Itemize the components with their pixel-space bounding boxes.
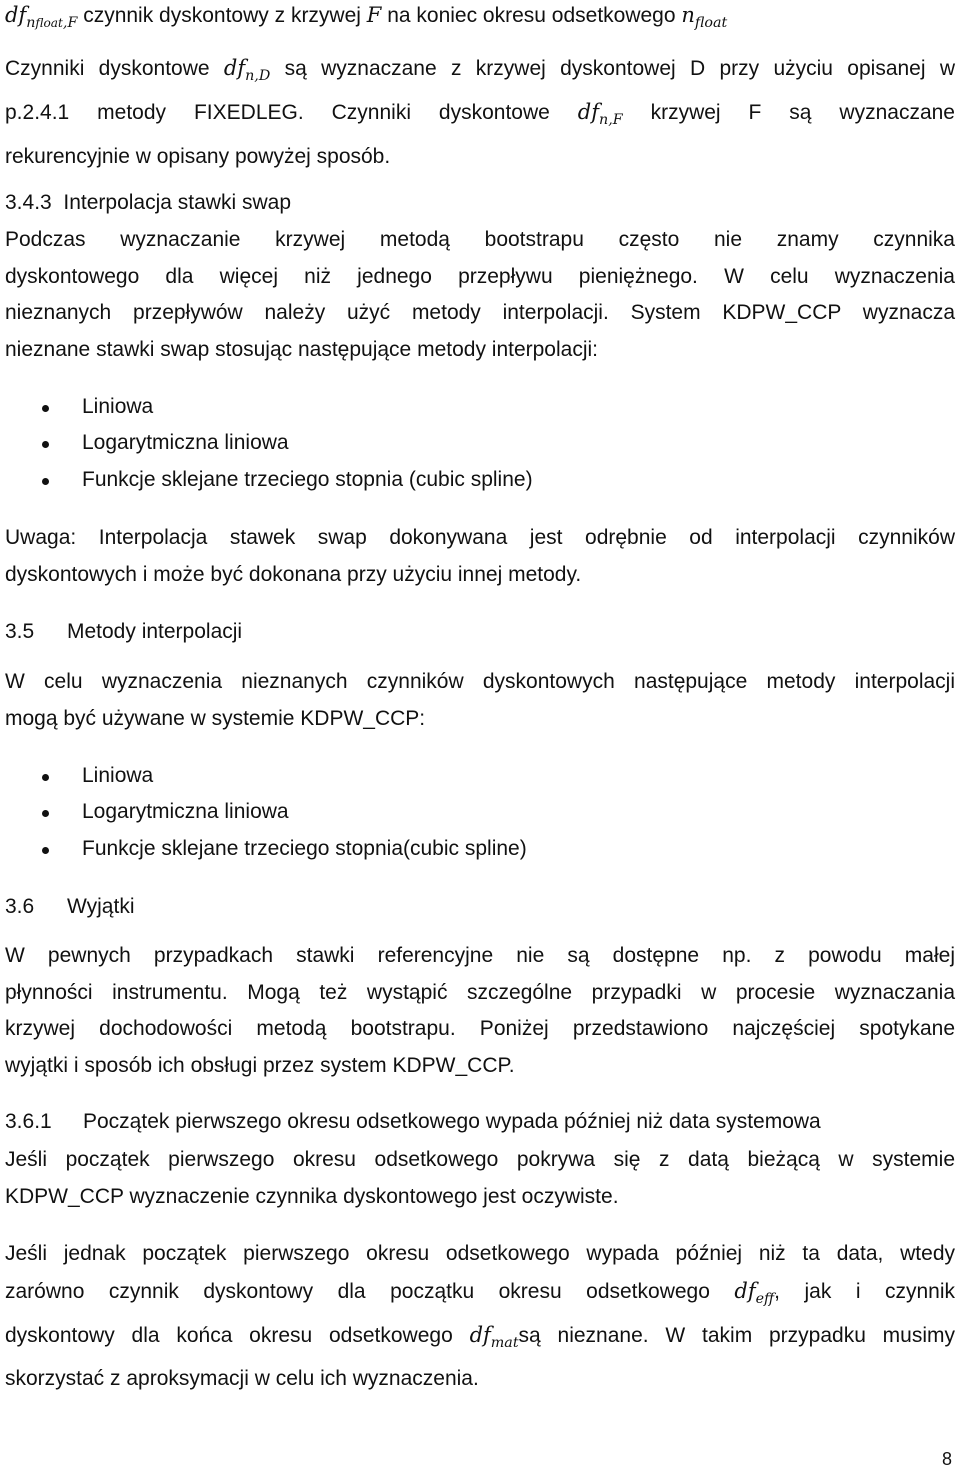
section-heading-3-6-1: 3.6.1 Początek pierwszego okresu odsetkowego wypada później niż data systemowa xyxy=(5,1110,821,1133)
math-n-float: $n_{float}$ xyxy=(681,3,728,31)
list-item: Liniowa xyxy=(0,389,533,425)
math-symbol: $df_{nfloat,F}$ xyxy=(5,3,78,31)
bullet-icon xyxy=(42,810,49,817)
paragraph-3-6-1-a: Jeśli początek pierwszego okresu odsetkowego pokrywa się z datą bieżącą w systemie KDPW_CCP wyznaczenie czynnika dyskontowego jest oczywiste. xyxy=(5,1148,955,1208)
paragraph-3-6: W pewnych przypadkach stawki referencyjne nie są dostępne np. z powodu małej płynności instrumentu. Mogą też wystąpić szczególne przypadki w procesie wyznaczania krzywej dochodowości metodą bootstrapu. Poniżej przedstawiono najczęściej spotykane wyjątki i sposób ich obsługi przez system KDPW_CCP. xyxy=(5,944,955,1077)
bullet-icon xyxy=(42,441,49,448)
bullet-list-3-5 xyxy=(0,758,527,867)
paragraph-discount-factors: Czynniki dyskontowe $df_{n,D}$ są wyznaczane z krzywej dyskontowej D przy użyciu opisanej w p.2.4.1 metody FIXEDLEG. Czynniki dyskontowe $df_{n,F}$ krzywej F są wyznaczane rekurencyjnie w opisany powyżej sposób. xyxy=(5,56,956,168)
section-heading-3-4-3: 3.4.3 Interpolacja stawki swap xyxy=(5,191,291,214)
list-item: Funkcje sklejane trzeciego stopnia (cubic spline) xyxy=(0,462,533,498)
list-item: Logarytmiczna liniowa xyxy=(0,794,527,830)
bullet-icon xyxy=(42,478,49,485)
section-heading-3-5: 3.5 Metody interpolacji xyxy=(5,620,243,643)
math-curve: F xyxy=(366,3,382,27)
list-item: Liniowa xyxy=(0,758,527,794)
paragraph-3-5: W celu wyznaczenia nieznanych czynników dyskontowych następujące metody interpolacji mogą być używane w systemie KDPW_CCP: xyxy=(5,670,955,730)
list-item: Logarytmiczna liniowa xyxy=(0,425,533,461)
page-number: 8 xyxy=(941,1449,952,1469)
list-item: Funkcje sklejane trzeciego stopnia(cubic spline) xyxy=(0,831,527,867)
bullet-list-3-4-3 xyxy=(0,389,533,498)
paragraph-3-6-1-b: Jeśli jednak początek pierwszego okresu odsetkowego wypada później niż ta data, wtedy zarówno czynnik dyskontowy dla początku okresu odsetkowego $df_{eff}$, jak i czynnik dyskontowy dla końca okresu odsetkowego $df_{mat}są$ nieznane. W takim przypadku musimy skorzystać z aproksymacji w celu ich wyznaczenia. xyxy=(5,1242,955,1391)
definition-line: $df_{nfloat,F}$ czynnik dyskontowy z krzywej F na koniec okresu odsetkowego $n_{float}$ xyxy=(5,3,728,31)
bullet-icon xyxy=(42,847,49,854)
bullet-icon xyxy=(42,405,49,412)
section-heading-3-6: 3.6 Wyjątki xyxy=(5,895,135,918)
paragraph-3-4-3: Podczas wyznaczanie krzywej metodą bootstrapu często nie znamy czynnika dyskontowego dla więcej niż jednego przepływu pieniężnego. W celu wyznaczenia nieznanych przepływów należy użyć metody interpolacji. System KDPW_CCP wyznacza nieznane stawki swap stosując następujące metody interpolacji: xyxy=(5,228,955,361)
note-paragraph: Uwaga: Interpolacja stawek swap dokonywana jest odrębnie od interpolacji czynników dyskontowych i może być dokonana przy użyciu innej metody. xyxy=(5,526,955,586)
bullet-icon xyxy=(42,774,49,781)
